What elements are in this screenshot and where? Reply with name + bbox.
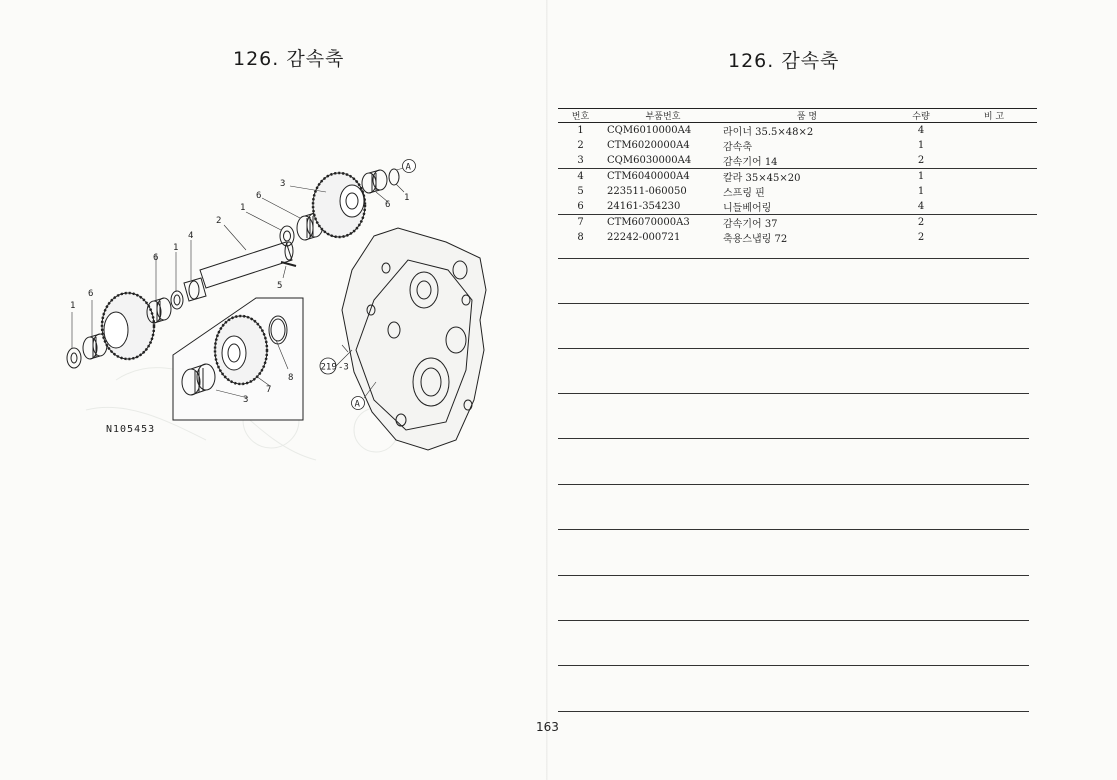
table-row [558, 215, 1037, 231]
diagram-label-7: 7 [266, 385, 272, 395]
table-rule [558, 484, 1029, 485]
table-rule [558, 620, 1029, 621]
cell-quantity: 1 [917, 171, 925, 182]
cell-no: 6 [558, 199, 603, 215]
diagram-label-2: 2 [216, 216, 222, 226]
cell-remarks [951, 153, 1037, 169]
cell-part-number: CQM6030000A4 [603, 153, 719, 169]
diagram-label-4: 4 [188, 231, 194, 241]
callout-a-bottom [352, 397, 365, 410]
table-rule [558, 711, 1029, 712]
cell-remarks [951, 199, 1037, 215]
figure-id: N105453 [106, 424, 156, 435]
svg-text:A: A [354, 399, 360, 410]
header-quantity: 수량 [891, 109, 951, 123]
right-page-title: 126. 감속축 [728, 50, 840, 72]
header-remarks: 비 고 [951, 109, 1037, 123]
diagram-label-8: 8 [288, 373, 294, 383]
cell-remarks [951, 230, 1037, 245]
cell-part-number: CTM6020000A4 [607, 140, 690, 151]
diagram-label-5: 5 [277, 281, 283, 291]
cell-remarks [951, 215, 1037, 231]
cell-part-name: 니들베어링 [719, 199, 891, 215]
cell-remarks [951, 184, 1037, 199]
cell-part-number: CTM6040000A4 [607, 171, 690, 182]
diagram-label-6-c: 6 [256, 191, 262, 201]
table-row [558, 184, 1037, 199]
page-number: 163 [536, 720, 559, 734]
cell-quantity: 1 [917, 140, 925, 151]
diagram-label-1: 1 [70, 301, 76, 311]
diagram-label-3-b: 3 [243, 395, 249, 405]
diagram-label-1-d: 1 [404, 193, 410, 203]
cell-part-number: CQM6010000A4 [607, 125, 692, 136]
left-page [0, 0, 548, 780]
table-rule [558, 348, 1029, 349]
left-page-title: 126. 감속축 [233, 48, 345, 70]
cell-quantity: 1 [917, 186, 925, 197]
table-row [558, 199, 1037, 215]
diagram-label-3: 3 [280, 179, 286, 189]
table-rule [558, 438, 1029, 439]
table-rule [558, 303, 1029, 304]
svg-text:A: A [405, 162, 411, 173]
diagram-label-6: 6 [88, 289, 94, 299]
cell-no: 1 [577, 125, 584, 136]
cell-part-name: 칼라 35×45×20 [723, 173, 801, 184]
svg-text:219: 219 [320, 362, 337, 373]
cell-part-name: 감속기어 14 [719, 153, 891, 169]
cell-remarks [951, 123, 1037, 139]
cell-remarks [951, 169, 1037, 185]
cell-quantity: 4 [917, 125, 925, 136]
diagram-label-1-c: 1 [240, 203, 246, 213]
callout-a-top [403, 160, 416, 173]
right-page [548, 0, 1117, 780]
cell-part-name: 라이너 35.5×48×2 [723, 127, 814, 138]
cell-part-name: 축용스냅링 72 [723, 234, 788, 245]
table-rule [558, 665, 1029, 666]
cell-part-name: 감속기어 37 [723, 219, 778, 230]
header-part-number: 부품번호 [603, 109, 719, 123]
parts-table [558, 108, 1037, 245]
cell-no: 7 [577, 217, 584, 228]
table-row [558, 230, 1037, 245]
table-rule [558, 575, 1029, 576]
table-row [558, 169, 1037, 185]
cell-quantity: 2 [917, 232, 925, 243]
table-rule [558, 393, 1029, 394]
cell-part-name: 스프링 핀 [723, 188, 765, 199]
svg-text:-3: -3 [338, 362, 349, 373]
cell-part-number: 24161-354230 [603, 199, 719, 215]
cell-no: 2 [577, 140, 584, 151]
diagram-label-6-b: 6 [153, 253, 159, 263]
table-header-row [558, 109, 1037, 123]
table-row [558, 153, 1037, 169]
diagram-label-6-d: 6 [385, 200, 391, 210]
table-rule [558, 529, 1029, 530]
cell-no: 5 [577, 186, 584, 197]
cell-no: 4 [577, 171, 584, 182]
cell-part-number: 22242-000721 [607, 232, 681, 243]
cell-quantity: 2 [891, 153, 951, 169]
cell-no: 3 [558, 153, 603, 169]
callout-219-3 [320, 358, 349, 374]
table-row [558, 123, 1037, 139]
header-no: 번호 [558, 109, 603, 123]
header-part-name: 품 명 [719, 109, 891, 123]
cell-remarks [951, 138, 1037, 153]
cell-quantity: 2 [917, 217, 925, 228]
diagram-label-1-b: 1 [173, 243, 179, 253]
table-rule [558, 258, 1029, 259]
cell-part-number: 223511-060050 [607, 186, 687, 197]
cell-quantity: 4 [891, 199, 951, 215]
cell-part-number: CTM6070000A3 [607, 217, 690, 228]
cell-part-name: 감속축 [723, 142, 752, 153]
table-row [558, 138, 1037, 153]
cell-no: 8 [577, 232, 584, 243]
